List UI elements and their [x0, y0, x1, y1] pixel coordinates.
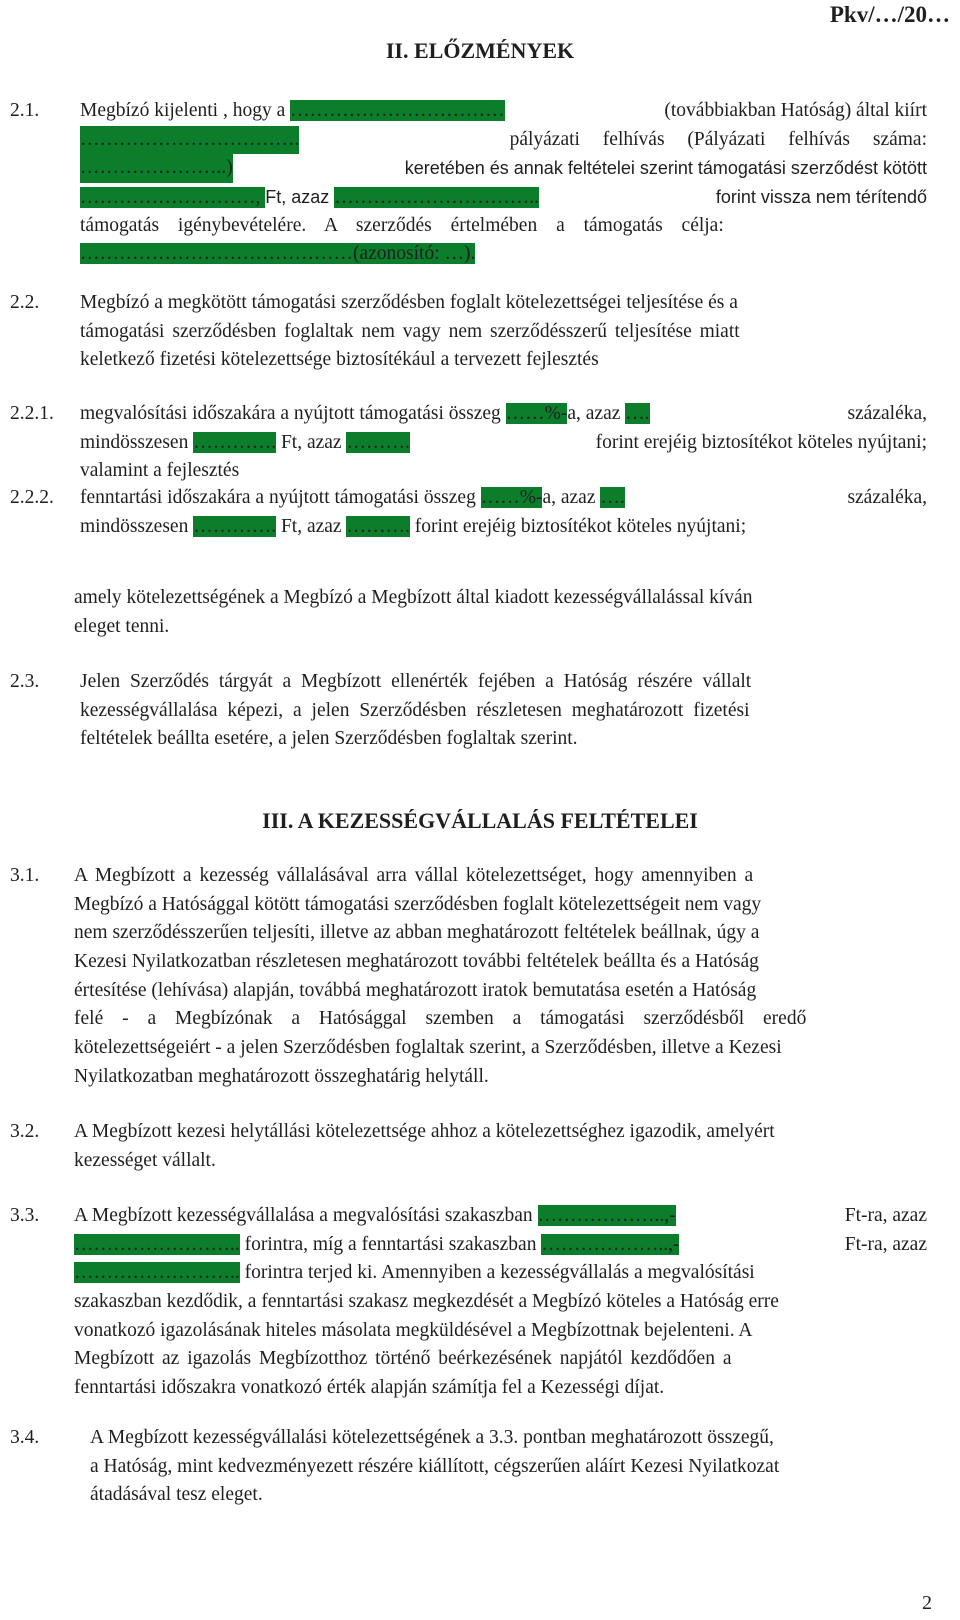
clause-2-3: Jelen Szerződés tárgyát a Megbízott ellenérték fejében a Hatóság részére vállalt kezességvállalása képezi, a jelen Szerződésben részletesen meghatározott fizetési feltételek beállta esetére, a jelen Szerződésben foglaltak szerint.: [80, 671, 752, 750]
clause-3-2: A Megbízott kezesi helytállási kötelezettsége ahhoz a kötelezettséghez igazodik, amelyért kezességet vállalt.: [74, 1121, 775, 1171]
document-reference: Pkv/…/20…: [829, 2, 950, 27]
blank-field: ……%-: [480, 487, 543, 508]
blank-field: ……………………………………(azonosító: …).: [80, 243, 476, 265]
blank-field: …………………………..: [334, 187, 540, 209]
section-3-title: III. A KEZESSÉGVÁLLALÁS FELTÉTELEI: [262, 808, 698, 833]
clause-2-2-1: megvalósítási időszakára a nyújtott támogatási összeg ……%-a, azaz …. százaléka, mindösszesen …………. Ft, azaz ………. forint erejéig biztosítékot köteles nyújtani; valamint a fejlesztés: [80, 403, 927, 482]
clause-number-2-1: 2.1.: [10, 100, 40, 121]
clause-line: ………………………, Ft, azaz ………………………….. forint vissza nem térítendő: [80, 187, 927, 209]
clause-3-4: A Megbízott kezességvállalási kötelezettségének a 3.3. pontban meghatározott összegű, a Hatóság, mint kedvezményezett részére kiállított, cégszerűen aláírt Kezesi Nyilatkozat átadásával tesz eleget.: [90, 1427, 780, 1506]
blank-field: ………………..,-: [541, 1233, 680, 1255]
blank-field: ……%-: [505, 403, 568, 424]
clause-3-1: A Megbízott a kezesség vállalásával arra vállal kötelezettséget, hogy amennyiben a Megbízó a Hatósággal kötött támogatási szerződésben foglalt kötelezettségeit nem vagy nem szerződésszerűen teljesíti, illetve az abban meghatározott feltételek beállnak, úgy a Kezesi Nyilatkozatban részletesen meghatározott további feltételek beállta és a Hatóság értesítése (lehívása) alapján, továbbá meghatározott iratok bemutatása esetén a Hatóság felé - a Megbízónak a Hatósággal szemben a támogatási szerződésből eredő kötelezettségeiért - a jelen Szerződésben foglaltak szerint, a Szerződésben, illetve a Kezesi Nyilatkozatban meghatározott összeghatárig helytáll.: [74, 865, 807, 1087]
blank-field: ………………………,: [80, 187, 266, 209]
blank-field: ……………………..: [74, 1262, 240, 1284]
blank-field: ………….: [193, 515, 277, 537]
clause-number-3-2: 3.2.: [10, 1121, 40, 1142]
blank-field: ………….: [193, 431, 277, 453]
page-number: 2: [922, 1592, 932, 1614]
clause-3-3: A Megbízott kezességvállalása a megvalósítási szakaszban ………………..,- Ft-ra, azaz …………………….. forintra, míg a fenntartási szakaszban ………………..,- Ft-ra, azaz …………………….. forintra terjed ki. Amennyiben a kezességvállalás a megvalósítási szakaszban kezdődik, a fenntartási szakasz megkezdését a Megbízó köteles a Hatóság erre vonatkozó igazolásának hiteles másolata megküldésével a Megbízottnak bejelenteni. A Megbízott az igazolás Megbízotthoz történő beérkezésének napjától kezdődően a fenntartási időszakra vonatkozó érték alapján számítja fel a Kezességi díjat.: [74, 1205, 927, 1399]
clause-2-2-2: fenntartási időszakára a nyújtott támogatási összeg ……%-a, azaz …. százaléka, mindösszesen …………. Ft, azaz ………. forint erejéig biztosítékot köteles nyújtani;: [80, 487, 927, 537]
clause-2-1: Megbízó kijelenti , hogy a …………………………… (továbbiakban Hatóság) által kiírt ……………………………. pályázati felhívás (Pályázati felhívás száma: …………………..) keretében és annak feltételei szerint támogatási szerződést kötött ………………………, Ft, azaz ………………………….. forint vissza nem térítendő támogatás igénybevételére. A szerződés értelmében a támogatás célja: ……………………………………(azonosító: …).: [80, 97, 927, 269]
clause-line: …………………..) keretében és annak feltételei szerint támogatási szerződést kötött: [80, 154, 927, 183]
section-2-title: II. ELŐZMÉNYEK: [385, 38, 575, 63]
clause-number-3-4: 3.4.: [10, 1427, 40, 1448]
clause-number-2-2-1: 2.2.1.: [10, 403, 54, 424]
blank-field: …………………………….: [80, 126, 299, 155]
blank-field: ……….: [346, 515, 410, 537]
clause-number-2-3: 2.3.: [10, 671, 40, 692]
clause-2-2: Megbízó a megkötött támogatási szerződésben foglalt kötelezettségei teljesítése és a támogatási szerződésben foglaltak nem vagy nem szerződésszerű teljesítése miatt keletkező fizetési kötelezettsége biztosítékául a tervezett fejlesztés: [80, 292, 740, 371]
clause-line: ……………………………. pályázati felhívás (Pályázati felhívás száma:: [80, 126, 927, 155]
blank-field: ……….: [346, 431, 410, 453]
blank-field: …………………..): [80, 154, 233, 183]
clause-2-2-conclusion: amely kötelezettségének a Megbízó a Megbízott által kiadott kezességvállalással kíván eleget tenni.: [74, 587, 753, 637]
blank-field: ……………………………: [290, 100, 505, 121]
clause-number-2-2: 2.2.: [10, 292, 40, 313]
clause-line: Megbízó kijelenti , hogy a …………………………… (továbbiakban Hatóság) által kiírt: [80, 100, 927, 121]
clause-number-3-3: 3.3.: [10, 1205, 40, 1226]
blank-field: ……………………..: [74, 1233, 240, 1255]
blank-field: ………………..,-: [537, 1205, 676, 1226]
clause-number-2-2-2: 2.2.2.: [10, 487, 54, 508]
blank-field: ….: [625, 403, 650, 424]
clause-number-3-1: 3.1.: [10, 865, 40, 886]
blank-field: ….: [600, 487, 625, 508]
